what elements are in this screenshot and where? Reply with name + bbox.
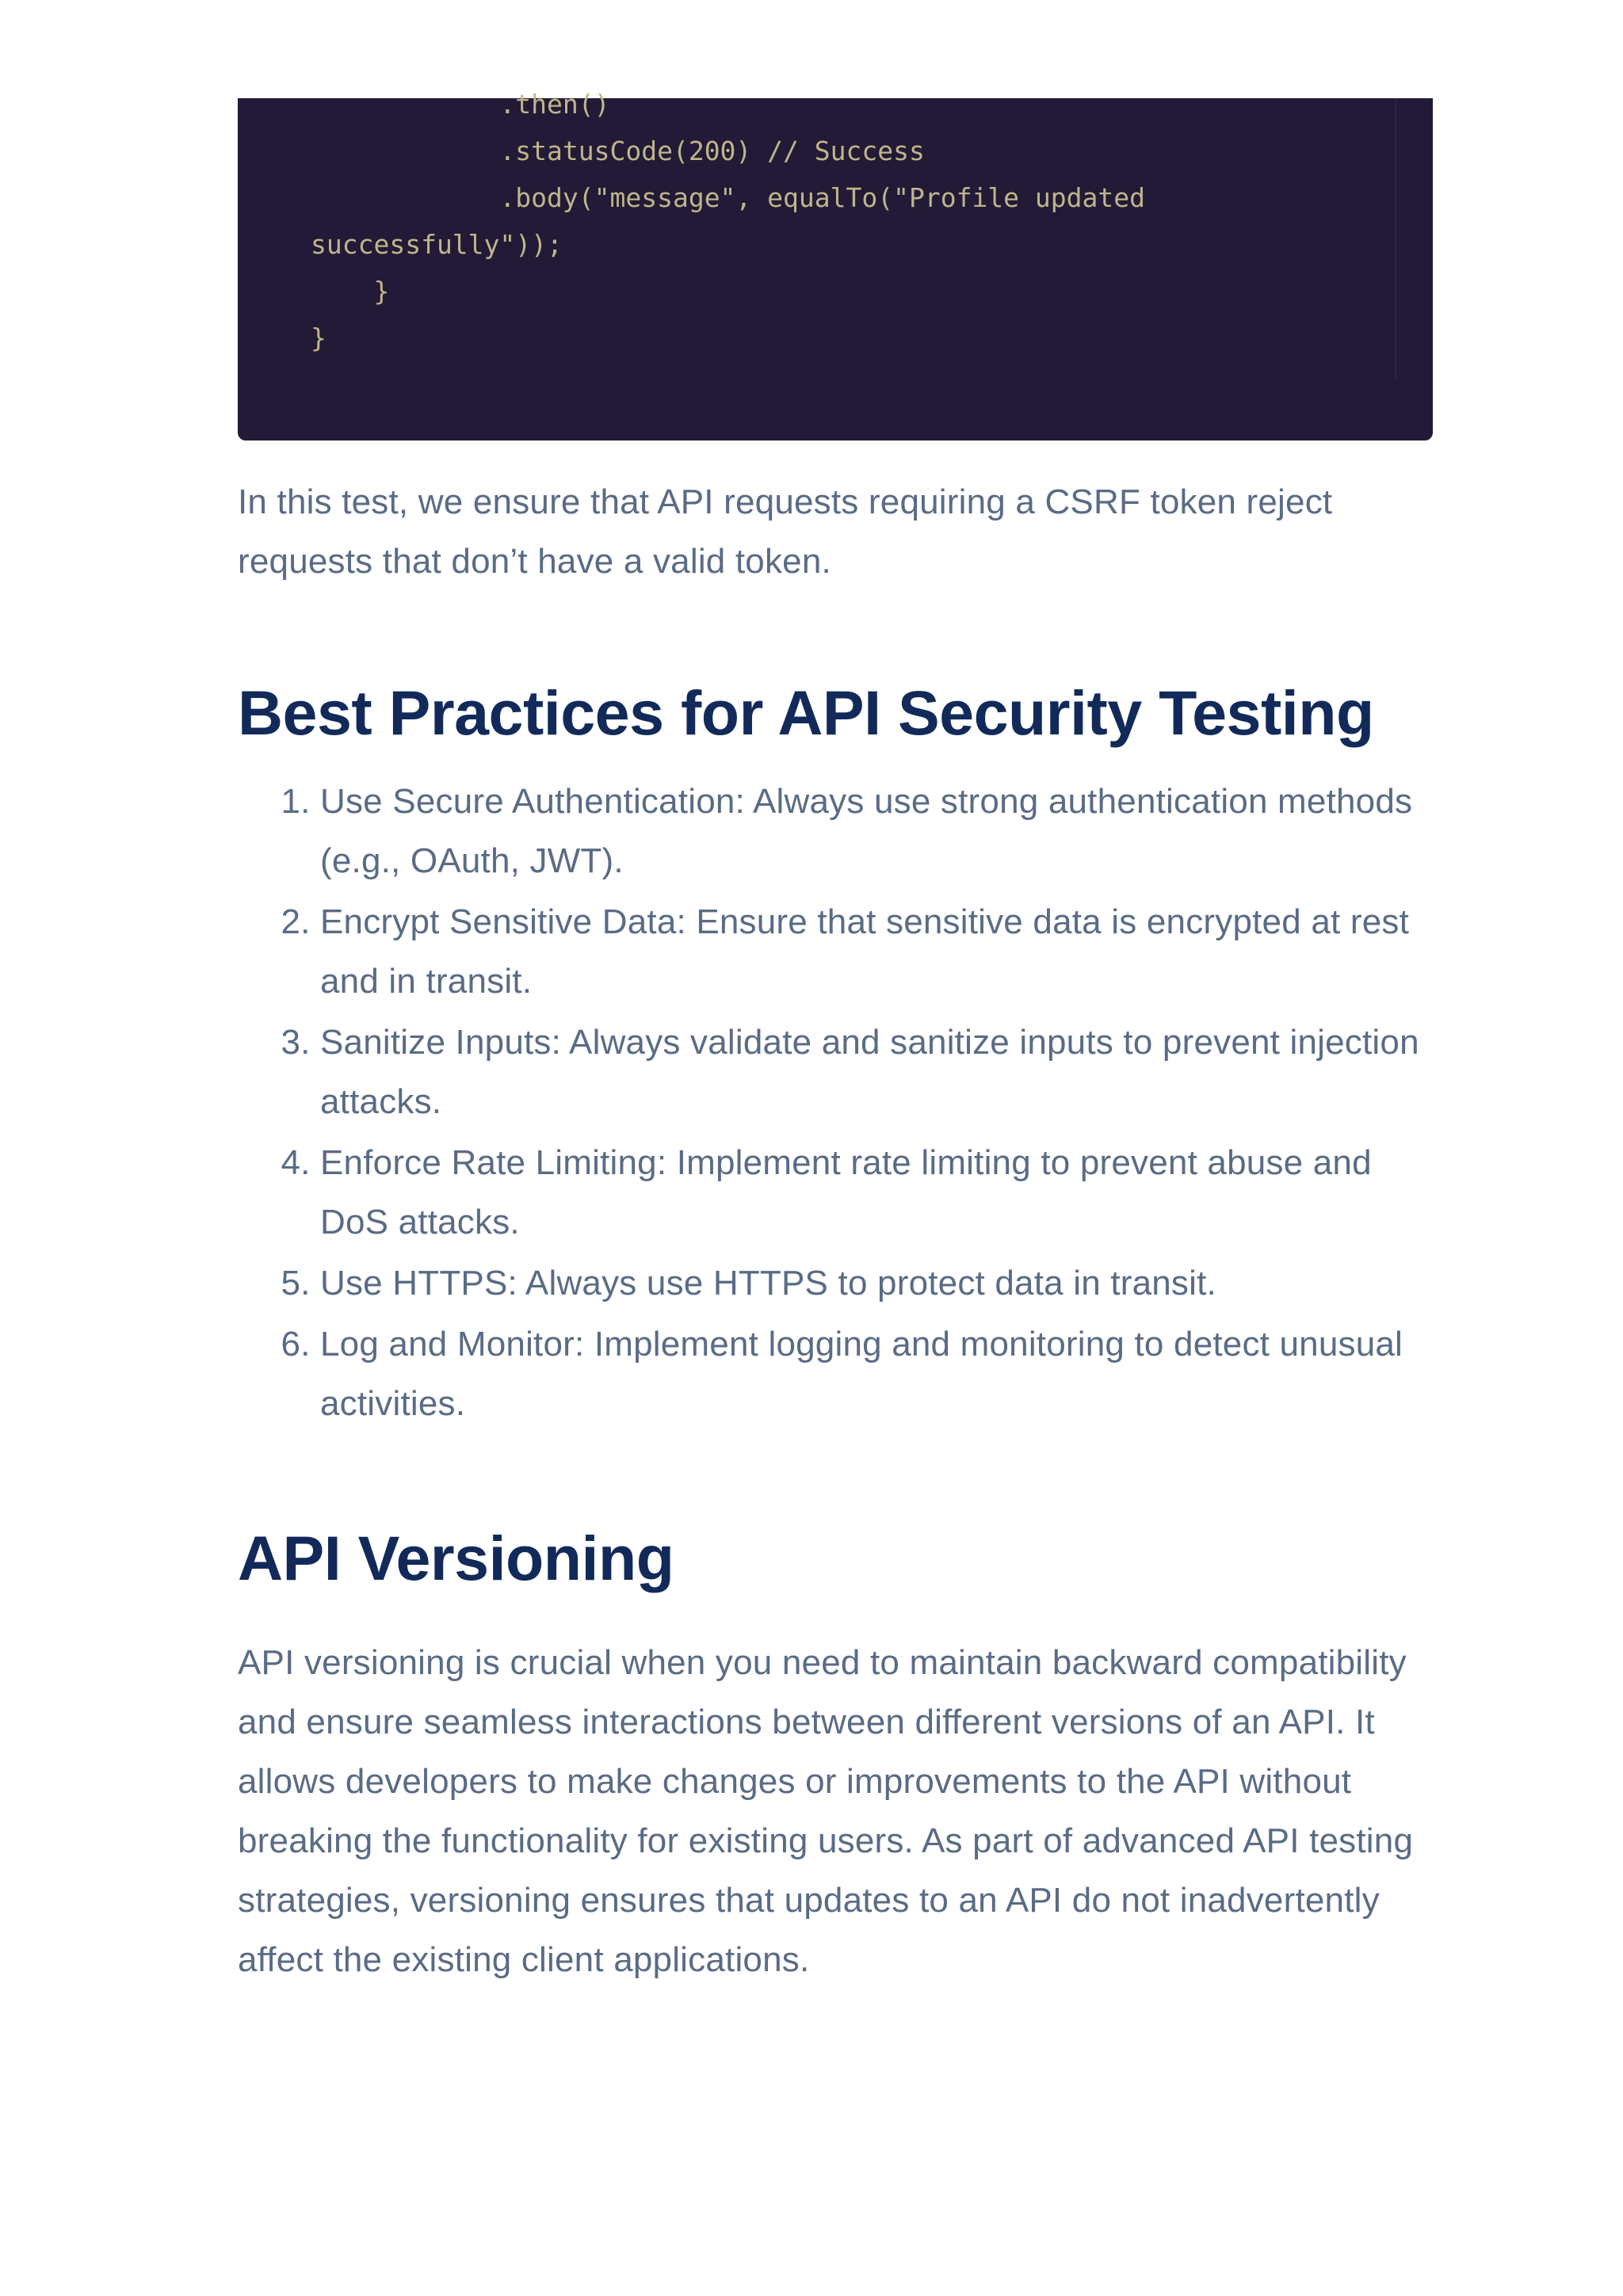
versioning-paragraph: API versioning is crucial when you need to maintain backward compatibility and ensure seamless interactions between different versions of an API. It allows developers to make changes or improvements to the API without breaking the functionality for existing users. As part of advanced API testing strategies, versioning ensures that updates to an API do not inadvertently affect the existing client applications. <box>238 1643 1414 1979</box>
list-item: 6. Log and Monitor: Implement logging and monitoring to detect unusual activities. <box>320 1314 1433 1433</box>
code-line: .statusCode(200) // Success <box>311 135 925 166</box>
code-block <box>238 89 1433 441</box>
list-item: 2. Encrypt Sensitive Data: Ensure that sensitive data is encrypted at rest and in transit. <box>320 892 1433 1011</box>
api-versioning-heading: API Versioning <box>238 1523 674 1593</box>
code-line: .body("message", equalTo("Profile updated <box>311 182 1145 213</box>
article-content <box>238 0 1433 1989</box>
best-practices-list <box>238 772 1433 1433</box>
list-item: 5. Use HTTPS: Always use HTTPS to protect data in transit. <box>320 1253 1433 1313</box>
code-line: successfully")); <box>311 229 563 260</box>
list-item: 4. Enforce Rate Limiting: Implement rate limiting to prevent abuse and DoS attacks. <box>320 1133 1433 1252</box>
best-practices-heading: Best Practices for API Security Testing <box>238 677 1374 748</box>
list-item: 1. Use Secure Authentication: Always use strong authentication methods (e.g., OAuth, JWT). <box>320 772 1433 891</box>
code-line: } <box>311 322 327 353</box>
code-snippet <box>311 89 1145 361</box>
code-scrollbar[interactable] <box>1395 98 1396 380</box>
intro-paragraph: In this test, we ensure that API requests requiring a CSRF token reject requests that don’t have a valid token. <box>238 482 1333 581</box>
list-item: 3. Sanitize Inputs: Always validate and sanitize inputs to prevent injection attacks. <box>320 1013 1433 1131</box>
code-line: .then() <box>311 89 610 120</box>
code-line: } <box>311 276 390 307</box>
